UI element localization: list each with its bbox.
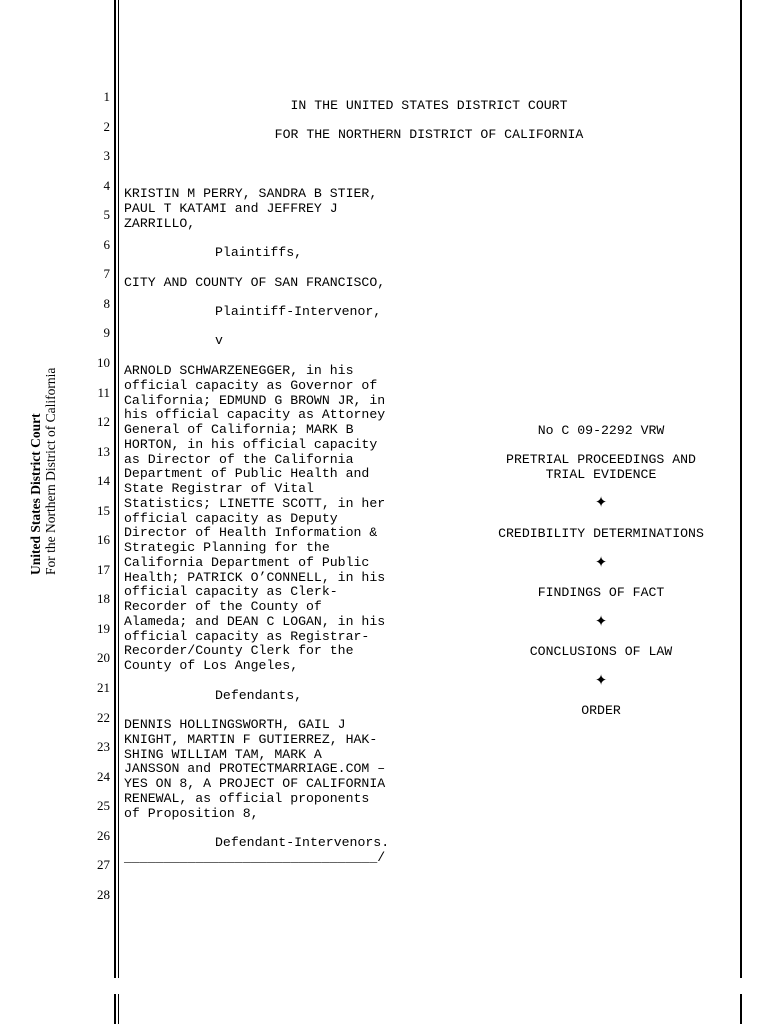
case-number: No C 09-2292 VRW (537, 423, 665, 438)
plaintiffs-label: Plaintiffs, (215, 245, 303, 260)
title-order: ORDER (581, 703, 621, 718)
line-number: 26 (97, 827, 110, 843)
caption-closing-line: ________________________________/ (124, 850, 386, 865)
page-break-gap (100, 978, 768, 994)
court-district: For the Northern District of California (43, 367, 58, 575)
separator-diamond: ✦ (594, 614, 608, 630)
defendants-names: ARNOLD SCHWARZENEGGER, in his official capacity as Governor of California; EDMUND G BROWN JR, in his official capacity as Attorney General of California; MARK B HORTON, in his official capacity as Director of the California Department of Public Health and State Registrar of Vital Statistics; LINETTE SCOTT, in her official capacity as Deputy Director of Health Information & Strategic Planning for the California Department of Public Health; PATRICK O’CONNELL, in his official capacity as Clerk- Recorder of the County of Alameda; and DEAN C LOGAN, in his official capacity as Registrar- Recorder/County Clerk for the County of Los Angeles, (124, 363, 386, 673)
defendant-intervenors-label: Defendant-Intervenors. (215, 835, 390, 850)
line-number: 16 (97, 532, 110, 548)
line-number: 19 (97, 620, 110, 636)
line-number: 2 (103, 118, 110, 134)
defendants-label: Defendants, (215, 688, 303, 703)
line-number: 17 (97, 561, 110, 577)
court-header-line2: FOR THE NORTHERN DISTRICT OF CALIFORNIA (274, 127, 584, 142)
line-number: 8 (103, 295, 110, 311)
title-findings-of-fact: FINDINGS OF FACT (537, 585, 665, 600)
separator-diamond: ✦ (594, 673, 608, 689)
court-name: United States District Court (28, 413, 43, 575)
line-number: 11 (97, 384, 110, 400)
line-number: 24 (97, 768, 110, 784)
line-number: 21 (97, 680, 110, 695)
line-number: 15 (97, 502, 110, 518)
title-conclusions-of-law: CONCLUSIONS OF LAW (529, 644, 673, 659)
plaintiffs-names: KRISTIN M PERRY, SANDRA B STIER, PAUL T KATAMI and JEFFREY J ZARRILLO, (124, 186, 378, 231)
line-number: 1 (103, 89, 110, 104)
line-number: 5 (103, 207, 110, 223)
line-number: 4 (103, 177, 110, 193)
line-number: 14 (97, 473, 110, 489)
line-number: 25 (97, 798, 110, 814)
line-number: 27 (97, 857, 110, 873)
plaintiff-intervenor-label: Plaintiff-Intervenor, (215, 304, 382, 319)
line-number: 12 (97, 414, 110, 430)
line-number: 3 (103, 148, 110, 164)
line-number: 9 (103, 325, 110, 341)
court-sidebar (28, 368, 58, 575)
line-number: 10 (97, 354, 110, 370)
separator-diamond: ✦ (594, 495, 608, 511)
right-margin-rule (740, 0, 742, 1024)
left-margin-rule-inner (118, 0, 119, 1024)
line-number: 23 (97, 739, 110, 755)
title-pretrial-proceedings: PRETRIAL PROCEEDINGS AND TRIAL EVIDENCE (506, 452, 696, 482)
court-header-line1: IN THE UNITED STATES DISTRICT COURT (290, 98, 568, 113)
line-number: 13 (97, 443, 110, 459)
defendant-intervenors-names: DENNIS HOLLINGSWORTH, GAIL J KNIGHT, MARTIN F GUTIERREZ, HAK- SHING WILLIAM TAM, MARK A JANSSON and PROTECTMARRIAGE.COM – YES ON 8, A PROJECT OF CALIFORNIA RENEWAL, as official proponents of Proposition 8, (124, 717, 386, 821)
line-number: 6 (103, 236, 110, 252)
line-number: 22 (97, 709, 110, 725)
line-number: 7 (103, 266, 110, 282)
separator-diamond: ✦ (594, 555, 608, 571)
title-credibility-determinations: CREDIBILITY DETERMINATIONS (498, 526, 704, 541)
line-number: 18 (97, 591, 110, 607)
plaintiff-intervenor-name: CITY AND COUNTY OF SAN FRANCISCO, (124, 275, 386, 290)
line-number: 28 (97, 886, 110, 902)
versus: v (215, 333, 223, 348)
left-margin-rule-outer (114, 0, 116, 1024)
line-number: 20 (97, 650, 110, 666)
